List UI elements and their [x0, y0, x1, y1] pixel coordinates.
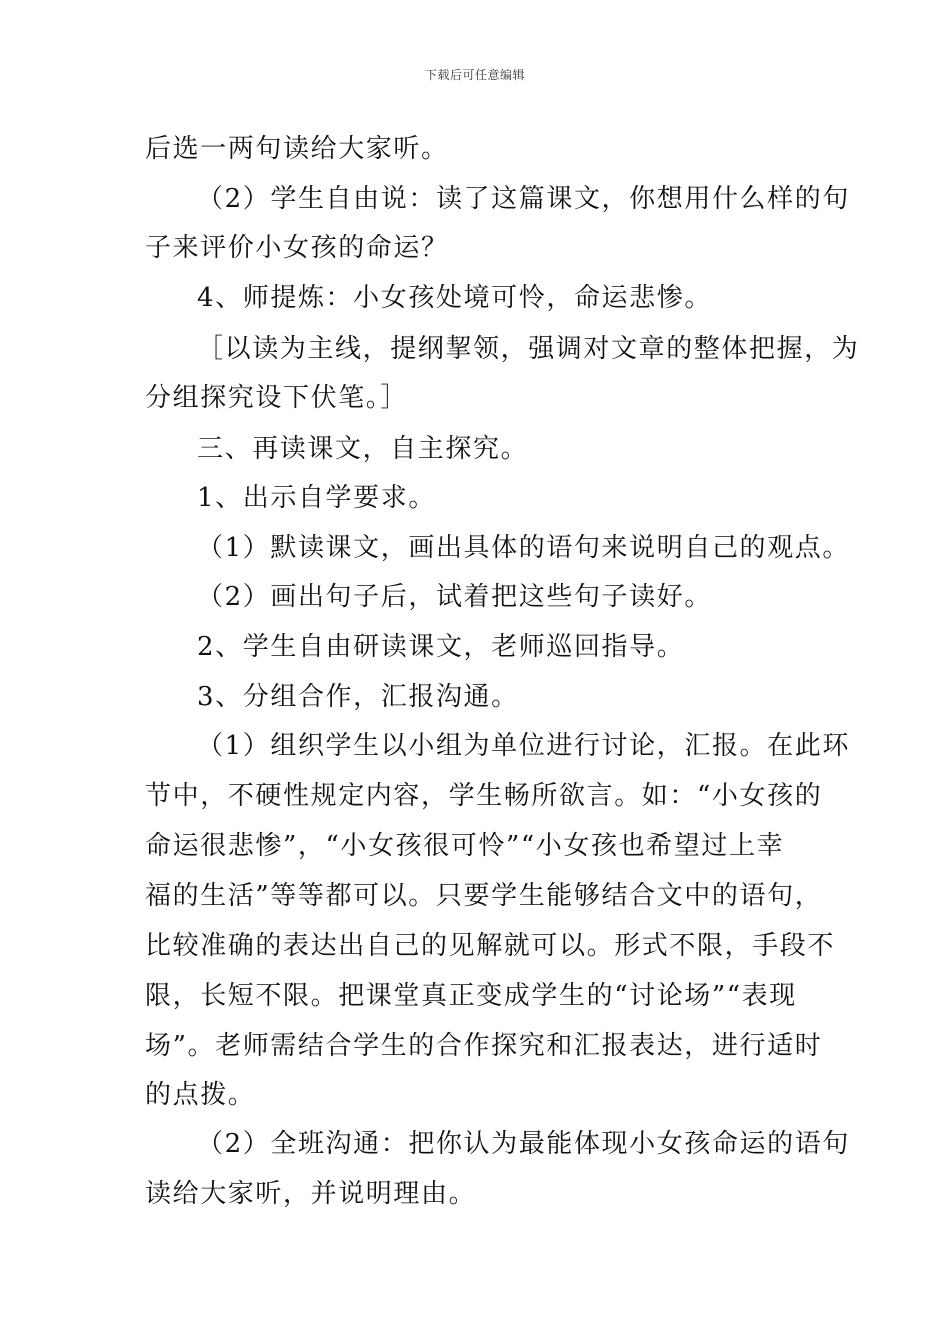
text-line: （1）默读课文，画出具体的语句来说明自己的观点。 [197, 533, 850, 563]
text-line: 节中，不硬性规定内容，学生畅所欲言。如：“小女孩的 [145, 781, 823, 811]
text-line: 后选一两句读给大家听。 [145, 134, 449, 164]
text-line: 子来评价小女孩的命运？ [145, 233, 449, 263]
text-line: 3、分组合作，汇报沟通。 [197, 682, 519, 712]
text-line: 比较准确的表达出自己的见解就可以。形式不限，手段不 [145, 931, 836, 961]
text-line: 三、再读课文，自主探究。 [197, 434, 529, 464]
text-line: （2）全班沟通：把你认为最能体现小女孩命运的语句 [197, 1129, 850, 1159]
text-line: 读给大家听，并说明理由。 [145, 1179, 477, 1209]
text-line: ［以读为主线，提纲挈领，强调对文章的整体把握，为 [197, 334, 860, 364]
text-line: 分组探究设下伏笔。］ [145, 383, 409, 413]
text-line: （2）学生自由说：读了这篇课文，你想用什么样的句 [197, 184, 850, 214]
text-line: 命运很悲惨”，“小女孩很可怜”“小女孩也希望过上幸 [145, 831, 785, 861]
text-line: 2、学生自由研读课文，老师巡回指导。 [197, 632, 685, 662]
text-line: 1、出示自学要求。 [197, 483, 436, 513]
text-line: 限，长短不限。把课堂真正变成学生的“讨论场”“表现 [145, 981, 797, 1011]
text-line: 的点拨。 [145, 1080, 256, 1110]
text-line: （1）组织学生以小组为单位进行讨论，汇报。在此环 [197, 731, 850, 761]
page-header: 下载后可任意编辑 [424, 68, 525, 82]
text-line: 场”。老师需结合学生的合作探究和汇报表达，进行适时 [145, 1031, 823, 1061]
text-line: （2）画出句子后，试着把这些句子读好。 [197, 582, 712, 612]
text-line: 福的生活”等等都可以。只要学生能够结合文中的语句， [145, 881, 823, 911]
text-line: 4、师提炼：小女孩处境可怜，命运悲惨。 [197, 283, 712, 313]
